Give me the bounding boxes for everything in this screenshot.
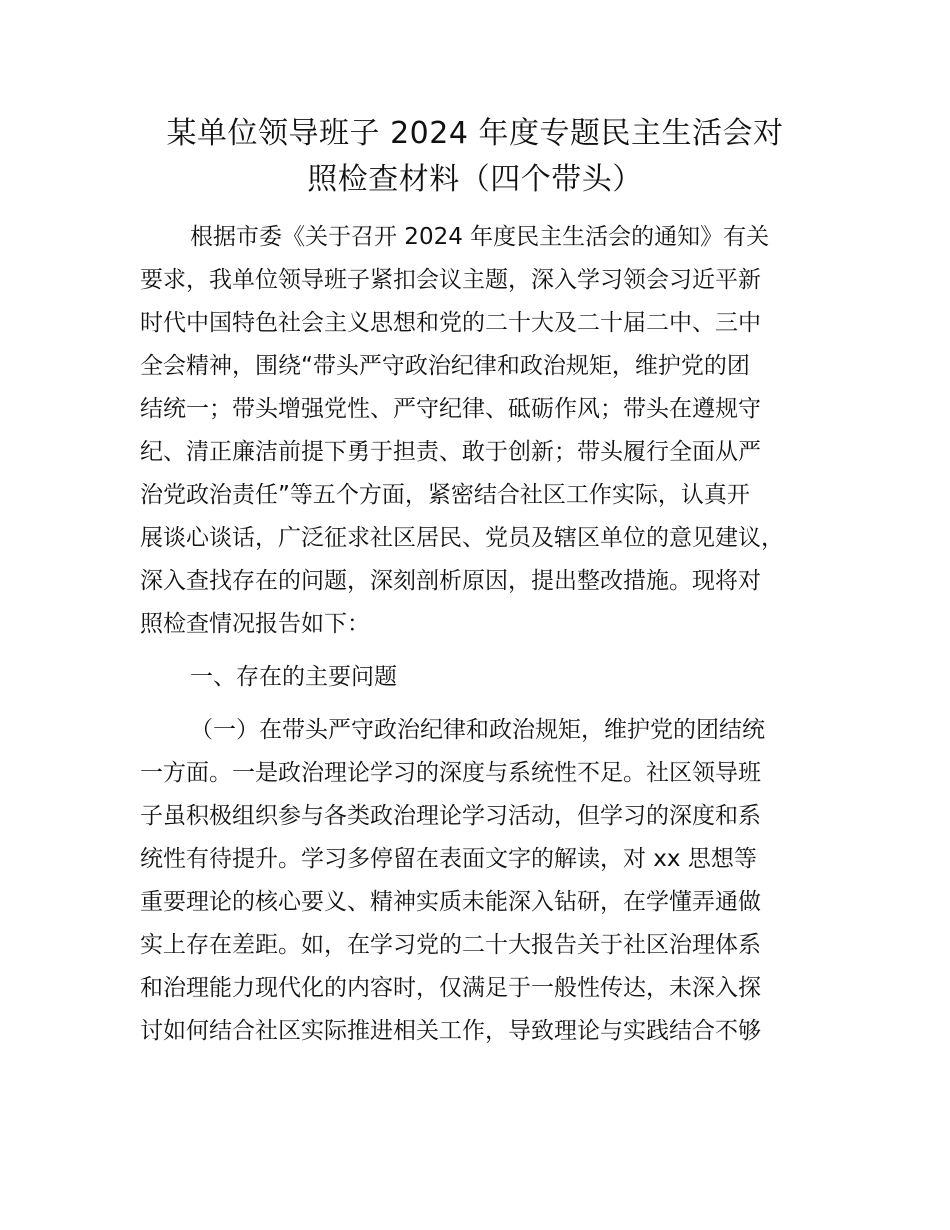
paragraph-line: 子虽积极组织参与各类政治理论学习活动，但学习的深度和系: [140, 803, 761, 829]
paragraph-line: 治党政治责任”等五个方面，紧密结合社区工作实际，认真开: [140, 482, 750, 508]
paragraph-line: 全会精神，围绕“带头严守政治纪律和政治规矩，维护党的团: [140, 353, 750, 379]
paragraph-line: 讨如何结合社区实际推进相关工作，导致理论与实践结合不够: [140, 1018, 761, 1044]
paragraph-line: 一方面。一是政治理论学习的深度与系统性不足。社区领导班: [140, 760, 761, 786]
paragraph-line: 重要理论的核心要义、精神实质未能深入钻研，在学懂弄通做: [140, 889, 761, 915]
section-heading: 一、存在的主要问题: [190, 664, 397, 690]
paragraph-line: 结统一；带头增强党性、严守纪律、砥砺作风；带头在遵规守: [140, 396, 761, 422]
document-title-line-2: 照检查材料（四个带头）: [307, 162, 643, 197]
paragraph-line: 统性有待提升。学习多停留在表面文字的解读，对 xx 思想等: [140, 846, 757, 872]
paragraph-line: （一）在带头严守政治纪律和政治规矩，维护党的团结统: [190, 717, 765, 743]
paragraph-line: 要求，我单位领导班子紧扣会议主题，深入学习领会习近平新: [140, 267, 761, 293]
paragraph-line: 照检查情况报告如下：: [140, 611, 370, 637]
paragraph-line: 根据市委《关于召开 2024 年度民主生活会的通知》有关: [190, 224, 770, 250]
paragraph-line: 时代中国特色社会主义思想和党的二十大及二十届二中、三中: [140, 310, 761, 336]
paragraph-line: 和治理能力现代化的内容时，仅满足于一般性传达，未深入探: [140, 975, 761, 1001]
paragraph-line: 展谈心谈话，广泛征求社区居民、党员及辖区单位的意见建议，: [140, 525, 784, 551]
paragraph-line: 深入查找存在的问题，深刻剖析原因，提出整改措施。现将对: [140, 568, 761, 594]
document-title-line-1: 某单位领导班子 2024 年度专题民主生活会对: [166, 116, 784, 151]
paragraph-line: 实上存在差距。如，在学习党的二十大报告关于社区治理体系: [140, 932, 761, 958]
paragraph-line: 纪、清正廉洁前提下勇于担责、敢于创新；带头履行全面从严: [140, 439, 761, 465]
